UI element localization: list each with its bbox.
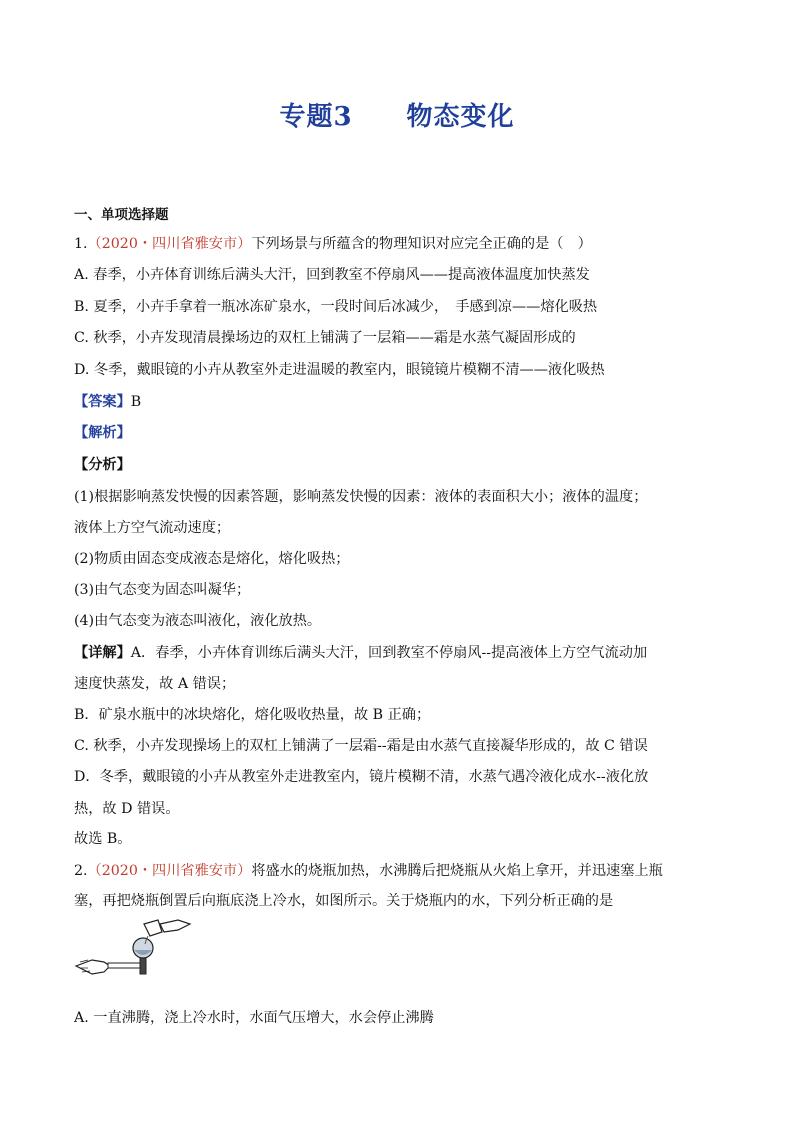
cup-icon [144,920,162,936]
option-d: D. 冬季，戴眼镜的小卉从教室外走进温暖的教室内，眼镜镜片模糊不清——液化吸热 [74,362,605,378]
detail-first-line [74,643,734,663]
detail-line: 速度快蒸发，故 A 错误； [74,676,236,692]
q2-option-a: A. 一直沸腾，浇上冷水时，水面气压增大，水会停止沸腾 [74,1010,434,1026]
answer-value: B [130,394,142,410]
detail-line: 故选 B。 [74,831,132,847]
explain-tag: 【解析】 [74,425,131,441]
right-hand-icon [160,920,190,932]
question-source: （2020・四川省雅安市） [87,236,252,252]
analysis-line: (1)根据影响蒸发快慢的因素答题，影响蒸发快慢的因素：液体的表面积大小；液体的温度； [74,489,648,505]
flask-figure [74,918,194,988]
question-text: 将盛水的烧瓶加热，水沸腾后把烧瓶从火焰上拿开，并迅速塞上瓶 [251,863,663,879]
question-2-stem-cont: 塞，再把烧瓶倒置后向瓶底浇上冷水，如图所示。关于烧瓶内的水，下列分析正确的是 [74,893,614,909]
stopper-icon [140,956,146,974]
detail-tag: 【详解】 [74,645,131,661]
analysis-line: (2)物质由固态变成液态是熔化，熔化吸热； [74,551,350,567]
question-number: 1. [74,236,88,252]
detail-line: 热，故 D 错误。 [74,801,180,817]
analysis-line: (3)由气态变为固态叫凝华； [74,582,251,598]
section-heading: 一、单项选择题 [74,207,169,223]
detail-line: B．矿泉水瓶中的冰块熔化，熔化吸收热量，故 B 正确； [74,707,431,723]
page-title: 专题3 物态变化 [279,102,515,132]
detail-line: D．冬季，戴眼镜的小卉从教室外走进教室内，镜片模糊不清，水蒸气遇冷液化成水--液化放 [74,769,649,785]
question-1-stem [74,234,734,254]
analysis-tag: 【分析】 [74,457,131,473]
question-2-stem [74,861,734,881]
answer-line [74,392,734,412]
question-source: （2020・四川省雅安市） [87,863,252,879]
detail-line: C. 秋季，小卉发现操场上的双杠上铺满了一层霜--霜是由水蒸气直接凝华形成的，故 C 错误 [74,738,648,754]
option-b: B. 夏季，小卉手拿着一瓶冰冻矿泉水，一段时间后冰减少， 手感到凉——熔化吸热 [74,299,598,315]
question-number: 2. [74,863,88,879]
option-c: C. 秋季，小卉发现清晨操场边的双杠上铺满了一层箱——霜是水蒸气凝固形成的 [74,330,576,346]
answer-tag: 【答案】 [74,394,131,410]
option-a: A. 春季，小卉体育训练后满头大汗，回到教室不停扇风——提高液体温度加快蒸发 [74,267,590,283]
question-text: 下列场景与所蕴含的物理知识对应完全正确的是（ ） [251,236,592,252]
analysis-line: 液体上方空气流动速度； [74,520,231,536]
detail-text: A．春季，小卉体育训练后满头大汗，回到教室不停扇风--提高液体上方空气流动加 [130,645,648,661]
analysis-line: (4)由气态变为液态叫液化，液化放热。 [74,613,322,629]
